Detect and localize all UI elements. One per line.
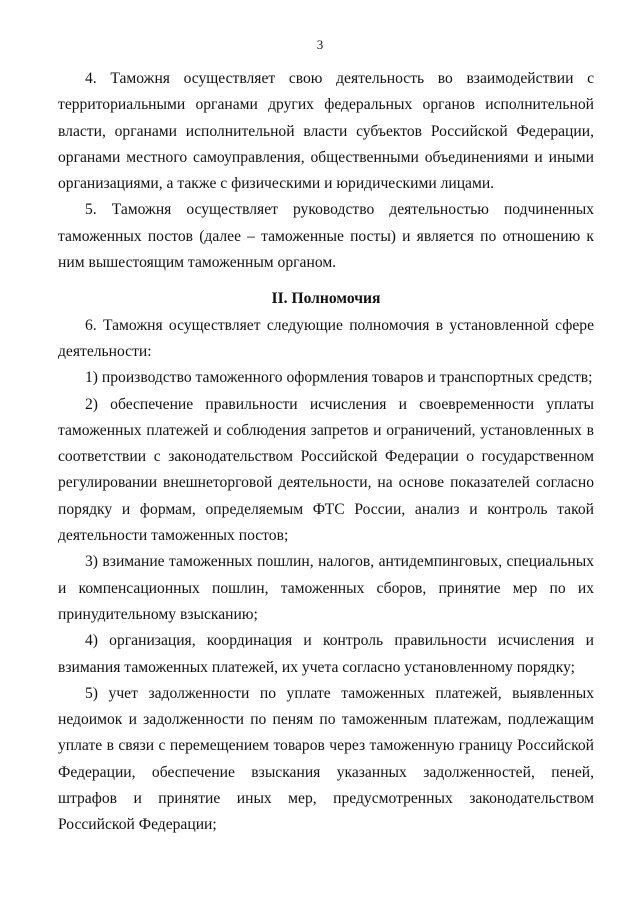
list-item-3: 3) взимание таможенных пошлин, налогов, антидемпинговых, специальных и компенсационных пошлин, таможенных сборов, принятие мер по их принудительному взысканию; — [58, 553, 594, 623]
list-item-4: 4) организация, координация и контроль правильности исчисления и взимания таможенных платежей, их учета согласно установленному порядку; — [58, 632, 594, 676]
paragraph-6: 6. Таможня осуществляет следующие полномочия в установленной сфере деятельности: — [58, 316, 594, 360]
list-item-1: 1) производство таможенного оформления товаров и транспортных средств; — [85, 369, 593, 387]
list-item-5: 5) учет задолженности по уплате таможенных платежей, выявленных недоимок и задолженности по пеням по таможенным платежам, подлежащим уплате в связи с перемещением товаров через таможенную границу Российской Федерации, обеспечение взыскания указанных задолженностей, пеней, штрафов и принятие иных мер, предусмотренных законодательством Российской Федерации; — [58, 684, 594, 834]
paragraph-4: 4. Таможня осуществляет свою деятельность во взаимодействии с территориальными органами других федеральных органов исполнительной власти, органами исполнительной власти субъектов Российской Федерации, органами местного самоуправления, общественными объединениями и иными организациями, а также с физическими и юридическими лицами. — [58, 70, 594, 193]
section-title: II. Полномочия — [271, 290, 381, 308]
list-item-2: 2) обеспечение правильности исчисления и своевременности уплаты таможенных платежей и соблюдения запретов и ограничений, установленных в соответствии с законодательством Российской Федерации о государственном регулировании внешнеторговой деятельности, на основе показателей согласно порядку и формам, определяемым ФТС России, анализ и контроль такой деятельности таможенных постов; — [58, 395, 594, 545]
page-number: 3 — [316, 37, 324, 52]
paragraph-5: 5. Таможня осуществляет руководство деятельностью подчиненных таможенных постов (далее – таможенные посты) и является по отношению к ним вышестоящим таможенным органом. — [58, 201, 594, 272]
document-body — [58, 66, 594, 839]
